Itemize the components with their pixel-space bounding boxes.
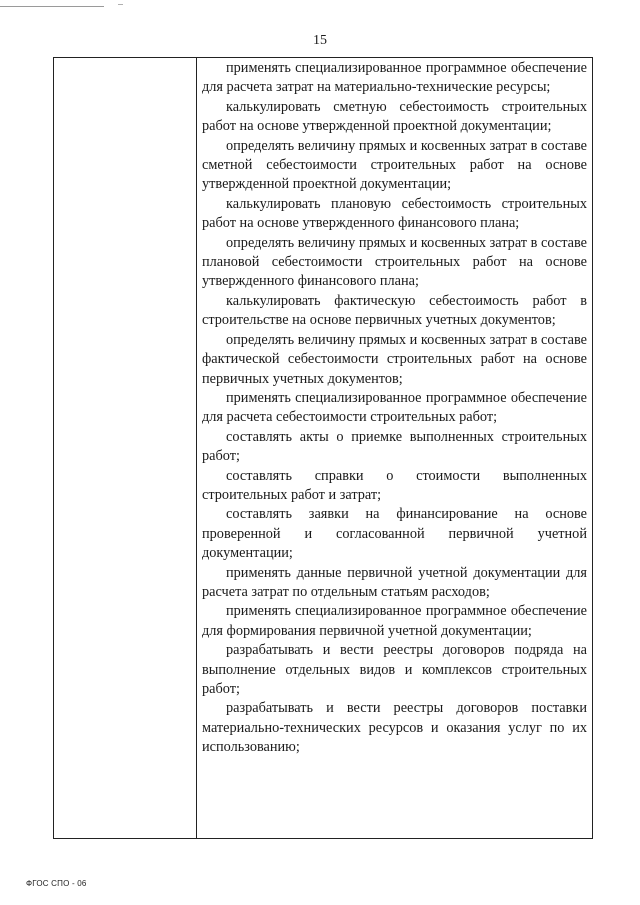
skill-item: калькулировать фактическую себестоимость работ в строительстве на основе первичных учетных документов; bbox=[202, 292, 587, 329]
footer-label: ФГОС СПО - 06 bbox=[26, 879, 87, 888]
skill-item: применять данные первичной учетной документации для расчета затрат по отдельным статьям расходов; bbox=[202, 564, 587, 600]
skill-item: разрабатывать и вести реестры договоров подряда на выполнение отдельных видов и комплексов строительных работ; bbox=[202, 642, 587, 697]
skill-item: калькулировать сметную себестоимость строительных работ на основе утвержденной проектной документации; bbox=[202, 98, 587, 135]
skill-item: определять величину прямых и косвенных затрат в составе сметной себестоимости строительных работ на основе утвержденной проектной документации; bbox=[202, 137, 587, 193]
skill-item: калькулировать плановую себестоимость строительных работ на основе утвержденного финансового плана; bbox=[202, 195, 587, 232]
skill-item: составлять справки о стоимости выполненных строительных работ и затрат; bbox=[202, 467, 587, 503]
skills-table bbox=[53, 57, 593, 839]
page-number: 15 bbox=[313, 33, 327, 48]
header-rule bbox=[0, 6, 104, 7]
skill-item: разрабатывать и вести реестры договоров поставки материально-технических ресурсов и оказания услуг по их использованию; bbox=[202, 700, 587, 756]
skill-item: определять величину прямых и косвенных затрат в составе фактической себестоимости строительных работ на основе первичных учетных документов; bbox=[202, 331, 587, 387]
table-right-column bbox=[202, 59, 587, 758]
skill-item: применять специализированное программное обеспечение для расчета себестоимости строительных работ; bbox=[202, 389, 587, 426]
skill-item: составлять заявки на финансирование на основе проверенной и согласованной первичной учетной документации; bbox=[202, 506, 587, 562]
table-column-divider bbox=[196, 58, 197, 838]
skill-item: определять величину прямых и косвенных затрат в составе плановой себестоимости строительных работ на основе утвержденного финансового плана; bbox=[202, 234, 587, 290]
skill-item: составлять акты о приемке выполненных строительных работ; bbox=[202, 428, 587, 465]
skill-item: применять специализированное программное обеспечение для расчета затрат на материально-технические ресурсы; bbox=[202, 60, 587, 96]
skill-item: применять специализированное программное обеспечение для формирования первичной учетной документации; bbox=[202, 603, 587, 639]
header-rule-tick bbox=[118, 4, 123, 5]
table-left-column bbox=[54, 58, 196, 838]
